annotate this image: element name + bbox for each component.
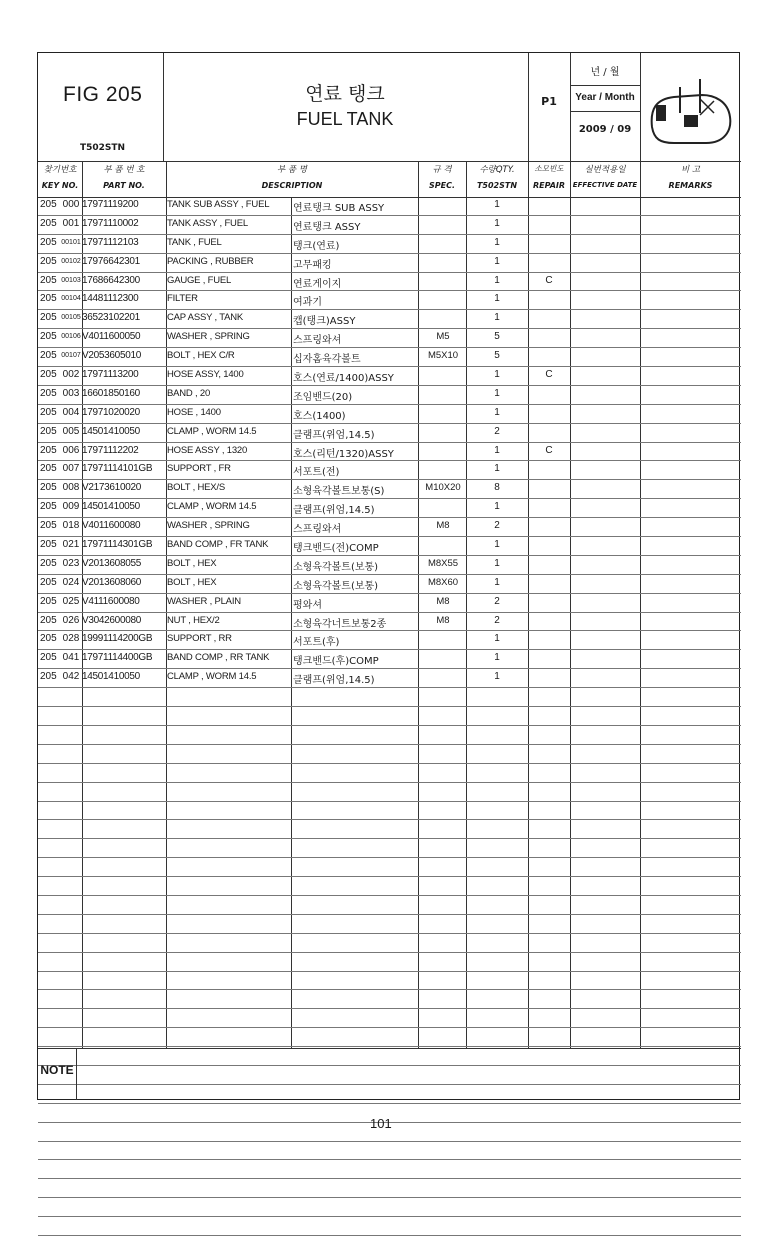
quantity: 1: [494, 199, 500, 210]
part-number: 17971114400GB: [82, 652, 153, 664]
quantity: 1: [494, 217, 500, 229]
description-english: TANK SUB ASSY , FUEL: [167, 199, 270, 210]
description-korean: 스프링와셔: [293, 335, 342, 347]
table-row: [38, 329, 741, 348]
year-month-label-en: Year / Month: [575, 92, 635, 103]
key-no-prefix: 205: [40, 406, 57, 418]
description-english: PACKING , RUBBER: [167, 255, 254, 267]
part-number: V2053605010: [82, 350, 141, 362]
key-no-suffix: 004: [62, 406, 80, 418]
empty-table-row: [38, 877, 741, 896]
description-english: SUPPORT , FR: [167, 463, 231, 475]
key-no-prefix: 205: [40, 614, 57, 626]
empty-table-row: [38, 1217, 741, 1236]
key-no-prefix: 205: [40, 557, 57, 569]
part-number: 17971020020: [82, 406, 140, 418]
table-row: [38, 291, 741, 310]
table-row: [38, 556, 741, 575]
key-no-suffix: 042: [62, 671, 80, 683]
key-no-prefix: 205: [40, 312, 57, 324]
description-korean: 캡(탱크)ASSY: [293, 316, 356, 328]
quantity: 5: [494, 350, 500, 362]
col-spec-label-ko: 규 격: [432, 165, 452, 175]
header-divider: [163, 53, 164, 161]
part-number: V4011600080: [82, 520, 141, 532]
col-desc-label-ko: 부 품 명: [276, 165, 308, 175]
key-no-suffix: 007: [62, 463, 80, 475]
part-number: V2013608060: [82, 576, 141, 588]
description-korean: 탱크(연료): [293, 240, 340, 252]
table-row: [38, 537, 741, 556]
key-no-suffix: 028: [62, 633, 80, 645]
col-effective-label-en: EFFECTIVE DATE: [572, 181, 638, 189]
table-row: [38, 575, 741, 594]
spec: M10X20: [425, 482, 461, 494]
repair-frequency: C: [545, 369, 553, 381]
header-divider: [570, 111, 640, 112]
table-row: [38, 443, 741, 462]
empty-table-row: [38, 1047, 741, 1066]
key-no-prefix: 205: [40, 539, 57, 551]
quantity: 1: [494, 312, 500, 324]
col-qty-label-en: T502STN: [476, 181, 518, 190]
part-number: 17971110002: [82, 217, 139, 229]
description-korean: 서포트(후): [293, 637, 340, 649]
header-divider: [570, 85, 640, 86]
quantity: 1: [494, 406, 500, 418]
empty-table-row: [38, 820, 741, 839]
year-month-value: 2009 / 09: [578, 124, 632, 135]
spec: M5: [436, 331, 450, 343]
key-no-suffix: 023: [62, 557, 80, 569]
note-divider: [76, 1048, 77, 1100]
empty-table-row: [38, 764, 741, 783]
key-no-suffix: 003: [62, 387, 80, 399]
description-english: BOLT , HEX: [167, 557, 217, 569]
key-no-prefix: 205: [40, 387, 57, 399]
empty-table-row: [38, 688, 741, 707]
description-english: BOLT , HEX C/R: [167, 350, 235, 362]
part-number: 17686642300: [82, 274, 140, 286]
part-number: 17971114101GB: [82, 463, 153, 475]
table-row: [38, 405, 741, 424]
part-number: 17971119200: [82, 199, 139, 210]
header-divider: [640, 53, 641, 161]
empty-table-row: [38, 839, 741, 858]
figure-number: FIG 205: [63, 83, 143, 106]
key-no-suffix: 00106: [61, 333, 81, 341]
quantity: 1: [494, 293, 500, 305]
description-english: WASHER , SPRING: [167, 520, 250, 532]
quantity: 1: [494, 387, 500, 399]
empty-table-row: [38, 953, 741, 972]
col-desc-label-en: DESCRIPTION: [261, 181, 323, 190]
description-english: TANK , FUEL: [167, 236, 222, 248]
table-row: [38, 424, 741, 443]
parts-list-sheet: [37, 52, 740, 1100]
description-korean: 호스(리턴/1320)ASSY: [293, 448, 394, 460]
quantity: 5: [494, 331, 500, 343]
col-effective-label-ko: 실번적용일: [584, 165, 626, 175]
key-no-suffix: 00102: [61, 257, 81, 265]
empty-table-row: [38, 1198, 741, 1217]
key-no-suffix: 001: [62, 217, 80, 229]
key-no-prefix: 205: [40, 520, 57, 532]
description-korean: 여과기: [293, 297, 322, 309]
description-english: CLAMP , WORM 14.5: [167, 501, 257, 513]
key-no-prefix: 205: [40, 671, 57, 683]
key-no-prefix: 205: [40, 463, 57, 475]
description-english: HOSE , 1400: [167, 406, 221, 418]
table-row: [38, 310, 741, 329]
key-no-prefix: 205: [40, 274, 57, 286]
description-korean: 스프링와셔: [293, 524, 342, 536]
part-number: 19991114200GB: [82, 633, 153, 645]
key-no-suffix: 026: [62, 614, 80, 626]
description-korean: 고무패킹: [293, 259, 332, 271]
quantity: 1: [494, 236, 500, 248]
quantity: 1: [494, 255, 500, 267]
key-no-suffix: 018: [62, 520, 80, 532]
part-number: 17976642301: [82, 255, 140, 267]
description-korean: 연료탱크 SUB ASSY: [293, 203, 385, 214]
col-repair-label-en: REPAIR: [532, 181, 566, 190]
part-number: V3042600080: [82, 614, 141, 626]
page-number: 101: [370, 1116, 392, 1131]
empty-table-row: [38, 707, 741, 726]
part-number: 14481112300: [82, 293, 139, 305]
description-english: CAP ASSY , TANK: [167, 312, 244, 324]
empty-table-row: [38, 1142, 741, 1161]
description-english: WASHER , SPRING: [167, 331, 250, 343]
description-english: BAND COMP , RR TANK: [167, 652, 270, 664]
description-english: HOSE ASSY, 1400: [167, 369, 244, 381]
description-english: BAND , 20: [167, 387, 211, 399]
table-row: [38, 480, 741, 499]
table-row: [38, 348, 741, 367]
quantity: 1: [494, 652, 500, 664]
description-korean: 탱크밴드(후)COMP: [293, 656, 379, 668]
table-row: [38, 254, 741, 273]
table-row: [38, 386, 741, 405]
part-number: 14501410050: [82, 425, 140, 437]
description-english: BOLT , HEX/S: [167, 482, 225, 494]
key-no-prefix: 205: [40, 633, 57, 645]
description-korean: 호스(1400): [293, 410, 346, 422]
col-key-label-ko: 찾기번호: [43, 165, 77, 175]
key-no-suffix: 002: [62, 369, 80, 381]
quantity: 1: [494, 576, 500, 588]
description-english: TANK ASSY , FUEL: [167, 217, 248, 229]
table-row: [38, 273, 741, 292]
quantity: 8: [494, 482, 500, 494]
part-number: 17971113200: [82, 369, 139, 381]
description-english: SUPPORT , RR: [167, 633, 232, 645]
key-no-suffix: 005: [62, 425, 80, 437]
part-number: 36523102201: [82, 312, 140, 324]
description-korean: 평와셔: [293, 599, 322, 611]
col-spec-label-en: SPEC.: [429, 181, 455, 190]
col-part-label-ko: 부 품 번 호: [103, 165, 145, 175]
col-part-label-en: PART NO.: [103, 181, 145, 190]
key-no-suffix: 008: [62, 482, 80, 494]
key-no-suffix: 00103: [61, 276, 81, 284]
description-korean: 소형육각볼트(보통): [293, 580, 379, 592]
table-row: [38, 235, 741, 254]
empty-table-row: [38, 896, 741, 915]
description-english: FILTER: [167, 293, 198, 305]
key-no-suffix: 006: [62, 444, 80, 456]
empty-table-row: [38, 1028, 741, 1047]
table-row: [38, 518, 741, 537]
spec: M8: [436, 595, 450, 607]
quantity: 1: [494, 369, 500, 381]
tractor-icon: [644, 69, 736, 151]
key-no-prefix: 205: [40, 501, 57, 513]
part-number: 14501410050: [82, 671, 140, 683]
description-english: NUT , HEX/2: [167, 614, 220, 626]
parts-table-body: [38, 197, 741, 1236]
col-repair-label-ko: 소모빈도: [534, 164, 564, 173]
description-korean: 조임밴드(20): [293, 391, 353, 403]
key-no-prefix: 205: [40, 595, 57, 607]
description-english: HOSE ASSY , 1320: [167, 444, 248, 456]
quantity: 1: [494, 463, 500, 475]
part-number: V4011600050: [82, 331, 141, 343]
key-no-prefix: 205: [40, 331, 57, 343]
table-row: [38, 216, 741, 235]
part-number: 17971112202: [82, 444, 139, 456]
empty-table-row: [38, 1066, 741, 1085]
key-no-prefix: 205: [40, 255, 57, 267]
col-remarks-label-ko: 비 고: [680, 165, 701, 175]
quantity: 1: [494, 274, 500, 286]
table-row: [38, 650, 741, 669]
empty-table-row: [38, 1009, 741, 1028]
description-english: CLAMP , WORM 14.5: [167, 671, 257, 683]
description-korean: 탱크밴드(전)COMP: [293, 543, 379, 555]
empty-table-row: [38, 1179, 741, 1198]
part-number: 17971112103: [82, 236, 139, 248]
page-code: P1: [541, 95, 557, 108]
quantity: 1: [494, 671, 500, 683]
quantity: 1: [494, 633, 500, 645]
empty-table-row: [38, 915, 741, 934]
key-no-prefix: 205: [40, 369, 57, 381]
quantity: 1: [494, 444, 500, 456]
key-no-suffix: 00105: [61, 314, 81, 322]
part-number: 17971114301GB: [82, 539, 153, 551]
note-label: NOTE: [40, 1063, 74, 1077]
empty-table-row: [38, 783, 741, 802]
header-divider: [38, 161, 741, 162]
col-key-label-en: KEY NO.: [41, 181, 79, 190]
quantity: 1: [494, 539, 500, 551]
quantity: 1: [494, 501, 500, 513]
description-english: CLAMP , WORM 14.5: [167, 425, 257, 437]
empty-table-row: [38, 1085, 741, 1104]
part-number: 16601850160: [82, 387, 140, 399]
description-korean: 클램프(위엄,14.5): [293, 429, 375, 441]
table-row: [38, 631, 741, 650]
repair-frequency: C: [545, 274, 553, 286]
key-no-prefix: 205: [40, 199, 57, 210]
table-row: [38, 594, 741, 613]
key-no-prefix: 205: [40, 652, 57, 664]
key-no-prefix: 205: [40, 217, 57, 229]
key-no-suffix: 021: [62, 539, 80, 551]
table-row: [38, 197, 741, 216]
quantity: 2: [494, 614, 500, 626]
model-code: T502STN: [80, 143, 126, 153]
table-row: [38, 461, 741, 480]
empty-table-row: [38, 990, 741, 1009]
description-korean: 클램프(위엄,14.5): [293, 675, 375, 687]
empty-table-row: [38, 858, 741, 877]
description-korean: 연료게이지: [293, 278, 342, 290]
description-english: BOLT , HEX: [167, 576, 217, 588]
key-no-suffix: 024: [62, 576, 80, 588]
empty-table-row: [38, 726, 741, 745]
description-korean: 서포트(전): [293, 467, 340, 479]
year-month-label-ko: 년 / 월: [590, 67, 620, 78]
spec: M8X60: [427, 576, 459, 588]
key-no-prefix: 205: [40, 482, 57, 494]
spec: M8: [436, 520, 450, 532]
spec: M8X55: [427, 557, 459, 569]
table-row: [38, 499, 741, 518]
part-number: V2013608055: [82, 557, 141, 569]
empty-table-row: [38, 802, 741, 821]
description-korean: 십자홈육각볼트: [293, 354, 361, 366]
description-korean: 호스(연료/1400)ASSY: [293, 373, 394, 385]
title-english: FUEL TANK: [296, 109, 394, 129]
key-no-suffix: 041: [62, 652, 80, 664]
repair-frequency: C: [545, 444, 553, 456]
quantity: 1: [494, 557, 500, 569]
part-number: V2173610020: [82, 482, 141, 494]
description-korean: 소형육각볼트보통(S): [293, 486, 385, 498]
part-number: V4111600080: [82, 595, 140, 607]
key-no-prefix: 205: [40, 350, 57, 362]
part-number: 14501410050: [82, 501, 140, 513]
empty-table-row: [38, 934, 741, 953]
table-row: [38, 367, 741, 386]
key-no-suffix: 00107: [61, 352, 81, 360]
key-no-prefix: 205: [40, 293, 57, 305]
key-no-prefix: 205: [40, 444, 57, 456]
note-divider: [38, 1048, 741, 1049]
spec: M8: [436, 614, 450, 626]
description-english: BAND COMP , FR TANK: [167, 539, 269, 551]
key-no-suffix: 025: [62, 595, 80, 607]
quantity: 2: [494, 595, 500, 607]
spec: M5X10: [427, 350, 459, 362]
description-korean: 소형육각볼트(보통): [293, 561, 379, 573]
empty-table-row: [38, 972, 741, 991]
description-english: WASHER , PLAIN: [167, 595, 241, 607]
description-korean: 연료탱크 ASSY: [293, 221, 361, 233]
key-no-suffix: 000: [62, 199, 80, 210]
col-qty-label-ko: 수량QTY.: [479, 165, 515, 175]
table-row: [38, 613, 741, 632]
key-no-prefix: 205: [40, 576, 57, 588]
key-no-suffix: 009: [62, 501, 80, 513]
key-no-prefix: 205: [40, 425, 57, 437]
empty-table-row: [38, 745, 741, 764]
col-remarks-label-en: REMARKS: [668, 181, 713, 190]
description-english: GAUGE , FUEL: [167, 274, 232, 286]
description-korean: 소형육각너트보통2종: [293, 618, 387, 630]
key-no-suffix: 00104: [61, 295, 81, 303]
key-no-prefix: 205: [40, 236, 57, 248]
table-row: [38, 669, 741, 688]
quantity: 2: [494, 425, 500, 437]
title-korean: 연료 탱크: [305, 83, 385, 105]
description-korean: 클램프(위엄,14.5): [293, 505, 375, 517]
key-no-suffix: 00101: [61, 238, 81, 246]
quantity: 2: [494, 520, 500, 532]
